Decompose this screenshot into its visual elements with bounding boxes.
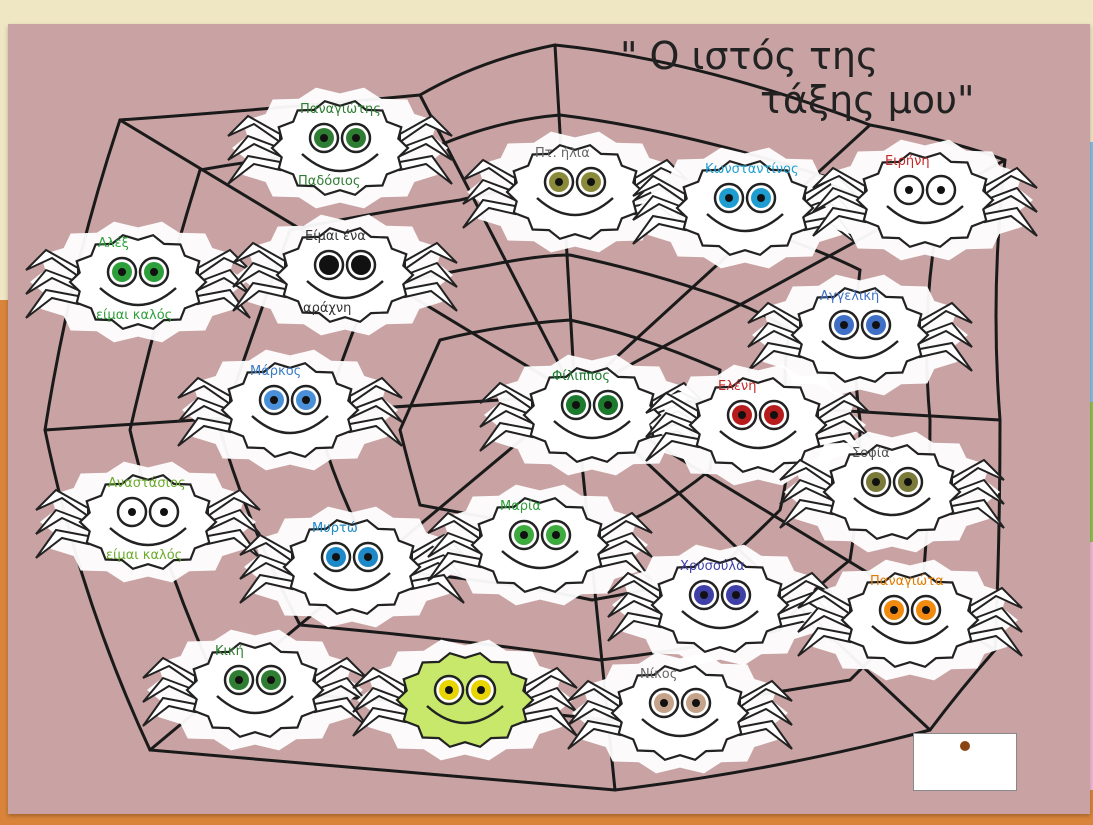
spider-pupil (922, 606, 930, 614)
spider-name-label: Χρυσούλα (680, 559, 745, 574)
spider-icon (560, 643, 800, 783)
spider-pupil (520, 531, 528, 539)
spider-pupil (725, 194, 733, 202)
spider-caption-label: είμαι καλός (106, 548, 183, 563)
spider-pupil (302, 396, 310, 404)
spider-pupil (700, 591, 708, 599)
spider-icon (345, 630, 585, 770)
spider-pupil (325, 261, 333, 269)
spider-pupil (150, 268, 158, 276)
spider-pupil (320, 134, 328, 142)
spider-icon (18, 212, 258, 352)
spider-pupil (445, 686, 453, 694)
spider-name-label: Νίκος (640, 667, 678, 682)
spider-name-label: Φίλιππος (552, 369, 610, 384)
spider-pupil (738, 411, 746, 419)
spider-pupil (118, 268, 126, 276)
spider-drawing (790, 550, 1030, 690)
spider-name-label: Κωνσταντίνος (705, 162, 799, 177)
spider-pupil (552, 531, 560, 539)
spider-pupil (732, 591, 740, 599)
spider-drawing (345, 630, 585, 770)
spider-name-label: Αναστάσιος (108, 476, 186, 491)
spider-pupil (364, 553, 372, 561)
spider-caption-label: είμαι καλός (96, 308, 173, 323)
program-notice-label (913, 733, 1017, 791)
spider-caption-label: Παδόσιος (298, 174, 361, 189)
spider-pupil (587, 178, 595, 186)
spider-name-label: Ειρήνη (885, 154, 930, 169)
spider-name-label: Σοφία (852, 446, 890, 461)
spider-pupil (267, 676, 275, 684)
spider-drawing (18, 212, 258, 352)
spider-pupil (904, 478, 912, 486)
spider-name-label: Μαρία (500, 499, 542, 514)
spider-name-label: Μάρκος (250, 364, 302, 379)
spider-pupil (352, 134, 360, 142)
spider-pupil (840, 321, 848, 329)
spider-pupil (937, 186, 945, 194)
spider-name-label: Αγγελική (820, 289, 880, 304)
spider-pupil (872, 321, 880, 329)
spider-name-label: Ελένη (718, 379, 757, 394)
notice-logo-icon (960, 741, 970, 751)
spider-pupil (477, 686, 485, 694)
spider-icon (790, 550, 1030, 690)
spider-name-label: Πτ. ήλια (535, 146, 590, 161)
spider-pupil (357, 261, 365, 269)
spider-pupil (604, 401, 612, 409)
spider-pupil (757, 194, 765, 202)
spider-icon (135, 620, 375, 760)
poster-title-line1: " Ο ιστός της (620, 34, 879, 78)
spider-pupil (890, 606, 898, 614)
spider-pupil (770, 411, 778, 419)
spider-name-label: Αλέξ (98, 236, 129, 251)
poster-title (620, 34, 1060, 134)
spider-pupil (270, 396, 278, 404)
spider-drawing (805, 130, 1045, 270)
spider-pupil (905, 186, 913, 194)
spider-pupil (160, 508, 168, 516)
spider-drawing (135, 620, 375, 760)
spider-drawing (225, 205, 465, 345)
spider-name-label: Παναγιώτης (300, 102, 381, 117)
spider-name-label: Κική (215, 644, 244, 659)
spider-name-label: Παναγιώτα (870, 574, 944, 589)
spider-pupil (332, 553, 340, 561)
spider-pupil (128, 508, 136, 516)
spider-pupil (572, 401, 580, 409)
spider-pupil (555, 178, 563, 186)
spider-name-label: Μυρτώ (312, 521, 358, 536)
spider-icon (220, 78, 460, 218)
spider-pupil (692, 699, 700, 707)
spider-icon (225, 205, 465, 345)
spider-pupil (660, 699, 668, 707)
spider-pupil (235, 676, 243, 684)
spider-drawing (220, 78, 460, 218)
spider-drawing (560, 643, 800, 783)
poster-title-line2: τάξης μου" (760, 78, 975, 122)
spider-icon (805, 130, 1045, 270)
spider-name-label: Είμαι ένα (305, 229, 366, 244)
spider-caption-label: αράχνη (303, 301, 352, 316)
spider-pupil (872, 478, 880, 486)
